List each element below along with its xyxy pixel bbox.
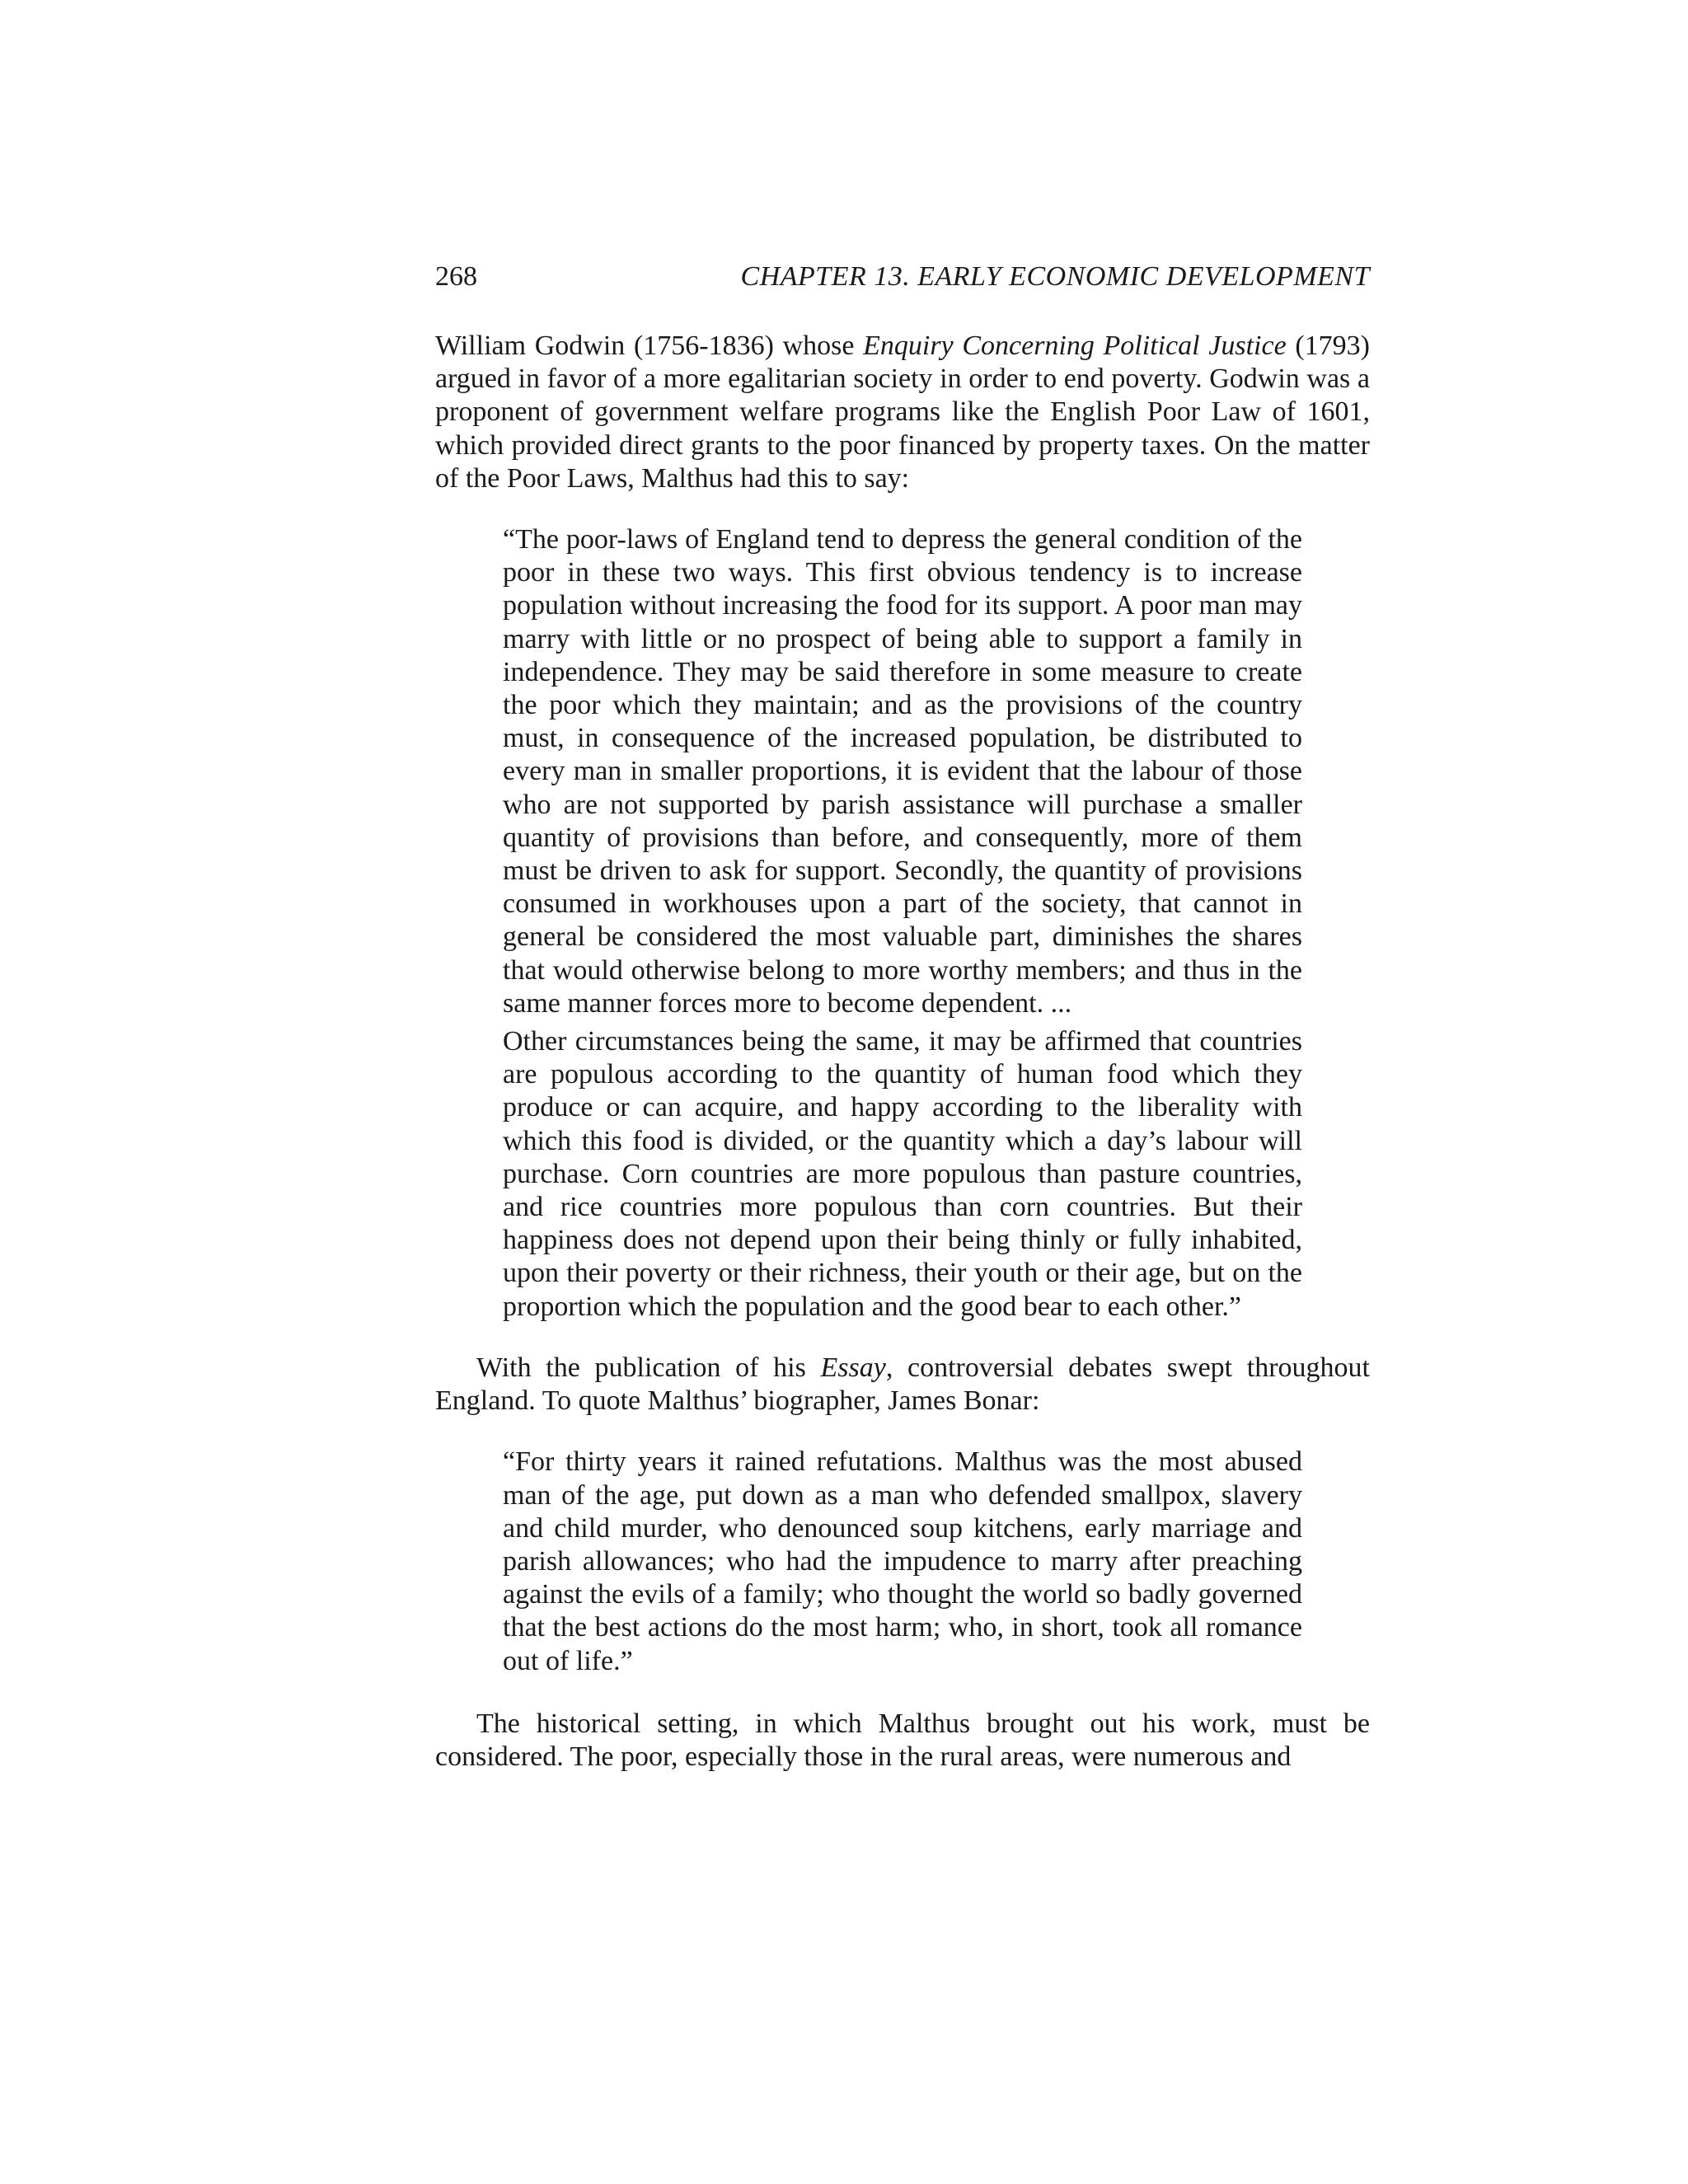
quote-paragraph: “The poor-laws of England tend to depress the general condition of the poor in these two ways. This first obvious tendency is to increase population without increasing the food for its support. A poor man may marry with little or no prospect of being able to support a family in independence. They may be said therefore in some measure to create the poor which they maintain; and as the provisions of the country must, in consequence of the increased population, be distributed to every man in smaller proportions, it is evident that the labour of those who are not supported by parish assistance will purchase a smaller quantity of provisions than before, and consequently, more of them must be driven to ask for support. Secondly, the quantity of provisions consumed in workhouses upon a part of the society, that cannot in general be considered the most valuable part, diminishes the shares that would otherwise belong to more worthy members; and thus in the same manner forces more to become dependent. ... [503,524,1302,1019]
paragraph-text: William Godwin (1756-1836) whose [435,330,864,361]
paragraph-godwin [435,330,1370,495]
paragraph-essay [435,1352,1370,1418]
paragraph-text: With the publication of his [476,1352,821,1383]
chapter-title: CHAPTER 13. EARLY ECONOMIC DEVELOPMENT [740,261,1370,292]
blockquote-bonar [503,1446,1302,1677]
paragraph-text: (1793) argued in favor of a more egalitarian society in order to end poverty. Godwin was a proponent of government welfare programs like the English Poor Law of 1601, which provided direct grants to the poor financed by property taxes. On the matter of the Poor Laws, Malthus had this to say: [435,330,1370,494]
paragraph-historical-setting: The historical setting, in which Malthus brought out his work, must be considered. The poor, especially those in the rural areas, were numerous and [435,1708,1370,1772]
page-number: 268 [435,261,477,292]
running-header [435,257,1370,297]
book-title-enquiry: Enquiry Concerning Political Justice [863,330,1287,361]
book-title-essay: Essay [820,1352,886,1383]
quote-paragraph: Other circumstances being the same, it may be affirmed that countries are populous according to the quantity of human food which they produce or can acquire, and happy according to the liberality with which this food is divided, or the quantity which a day’s labour will purchase. Corn countries are more populous than pasture countries, and rice countries more populous than corn countries. But their happiness does not depend upon their being thinly or fully inhabited, upon their poverty or their richness, their youth or their age, but on the proportion which the population and the good bear to each other.” [503,1026,1302,1322]
body-text [435,330,1370,1774]
book-page [435,257,1370,1774]
paragraph-text: , controversial debates swept throughout England. To quote Malthus’ biographer, James Bonar: [435,1352,1370,1417]
quote-paragraph: “For thirty years it rained refutations. Malthus was the most abused man of the age, put down as a man who defended smallpox, slavery and child murder, who denounced soup kitchens, early marriage and parish allowances; who had the impudence to marry after preaching against the evils of a family; who thought the world so badly governed that the best actions do the most harm; who, in short, took all romance out of life.” [503,1446,1302,1676]
blockquote-malthus [503,523,1302,1324]
